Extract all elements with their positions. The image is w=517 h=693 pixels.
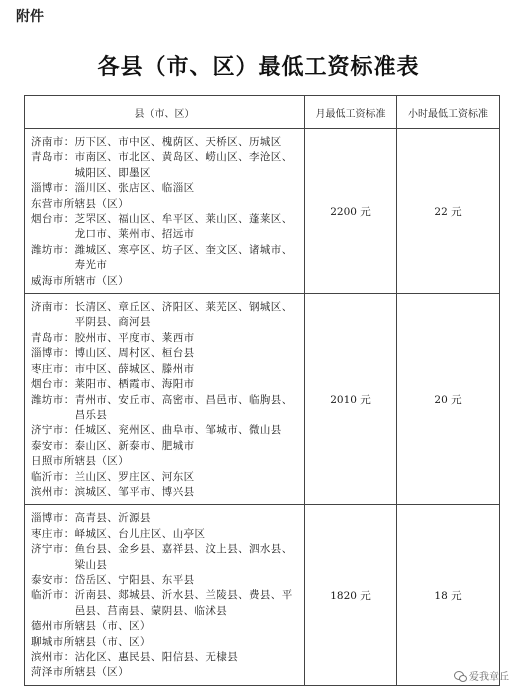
- region-line: 梁山县: [31, 558, 108, 571]
- region-line: 济南市：历下区、市中区、槐荫区、天桥区、历城区: [31, 136, 282, 148]
- region-line: 德州市所辖县（市、区）: [31, 620, 151, 633]
- monthly-wage: 1820 元: [305, 505, 397, 685]
- region-line: 城阳区、即墨区: [31, 166, 151, 179]
- region-line: 东营市所辖县（区）: [31, 197, 130, 210]
- region-line: 潍坊市：潍城区、寒亭区、坊子区、奎文区、诸城市、: [31, 243, 293, 256]
- attachment-label: 附件: [16, 9, 44, 25]
- region-line: 济宁市：任城区、兖州区、曲阜市、邹城市、微山县: [31, 424, 282, 437]
- table-row: [25, 505, 500, 685]
- table-row: [25, 129, 500, 294]
- region-line: 平阴县、商河县: [31, 316, 151, 329]
- page-title: 各县（市、区）最低工资标准表: [97, 54, 420, 80]
- region-line: 淄博市：博山区、周村区、桓台县: [31, 347, 195, 360]
- region-line: 青岛市：市南区、市北区、黄岛区、崂山区、李沧区、: [31, 151, 293, 164]
- hourly-wage: 20 元: [397, 294, 500, 505]
- region-list: [25, 129, 305, 294]
- header-monthly: 月最低工资标准: [305, 96, 397, 129]
- region-line: 济宁市：鱼台县、金乡县、嘉祥县、汶上县、泗水县、: [31, 543, 293, 556]
- region-line: 枣庄市：峄城区、台儿庄区、山亭区: [31, 527, 206, 540]
- monthly-wage: 2200 元: [305, 129, 397, 294]
- monthly-wage: 2010 元: [305, 294, 397, 505]
- region-line: 龙口市、莱州市、招远市: [31, 228, 195, 241]
- hourly-wage: 22 元: [397, 129, 500, 294]
- header-region: 县（市、区）: [25, 96, 305, 129]
- region-line: 威海市所辖市（区）: [31, 274, 130, 287]
- region-line: 烟台市：莱阳市、栖霞市、海阳市: [31, 378, 195, 391]
- region-line: 滨州市：沾化区、惠民县、阳信县、无棣县: [31, 651, 239, 663]
- region-line: 寿光市: [31, 259, 108, 272]
- region-line: 泰安市：泰山区、新泰市、肥城市: [31, 439, 195, 452]
- region-line: 青岛市：胶州市、平度市、莱西市: [31, 331, 195, 344]
- region-list: [25, 294, 305, 505]
- region-list: [25, 505, 305, 685]
- region-line: 日照市所辖县（区）: [31, 455, 130, 468]
- region-line: 淄博市：高青县、沂源县: [31, 512, 151, 525]
- header-hourly: 小时最低工资标准: [397, 96, 500, 129]
- region-line: 临沂市：兰山区、罗庄区、河东区: [31, 470, 195, 483]
- region-line: 枣庄市：市中区、薛城区、滕州市: [31, 362, 195, 375]
- region-line: 聊城市所辖县（市、区）: [31, 635, 151, 648]
- region-line: 淄博市：淄川区、张店区、临淄区: [31, 182, 195, 195]
- region-line: 菏泽市所辖县（区）: [31, 666, 130, 679]
- watermark: [454, 668, 509, 683]
- hourly-wage: 18 元: [397, 505, 500, 685]
- watermark-text: 爱我章丘: [469, 672, 509, 683]
- table-header-row: [25, 96, 500, 129]
- region-line: 济南市：长清区、章丘区、济阳区、莱芜区、钢城区、: [31, 301, 293, 314]
- region-line: 滨州市：滨城区、邹平市、博兴县: [31, 485, 195, 498]
- region-line: 潍坊市：青州市、安丘市、高密市、昌邑市、临朐县、: [31, 393, 293, 406]
- wage-standard-table: [24, 95, 500, 686]
- table-row: [25, 294, 500, 505]
- region-line: 烟台市：芝罘区、福山区、牟平区、莱山区、蓬莱区、: [31, 213, 293, 226]
- region-line: 泰安市：岱岳区、宁阳县、东平县: [31, 573, 195, 586]
- wechat-icon: [454, 671, 466, 681]
- region-line: 临沂市：沂南县、郯城县、沂水县、兰陵县、费县、平: [31, 589, 293, 602]
- region-line: 邑县、莒南县、蒙阴县、临沭县: [31, 604, 228, 617]
- region-line: 昌乐县: [31, 408, 108, 421]
